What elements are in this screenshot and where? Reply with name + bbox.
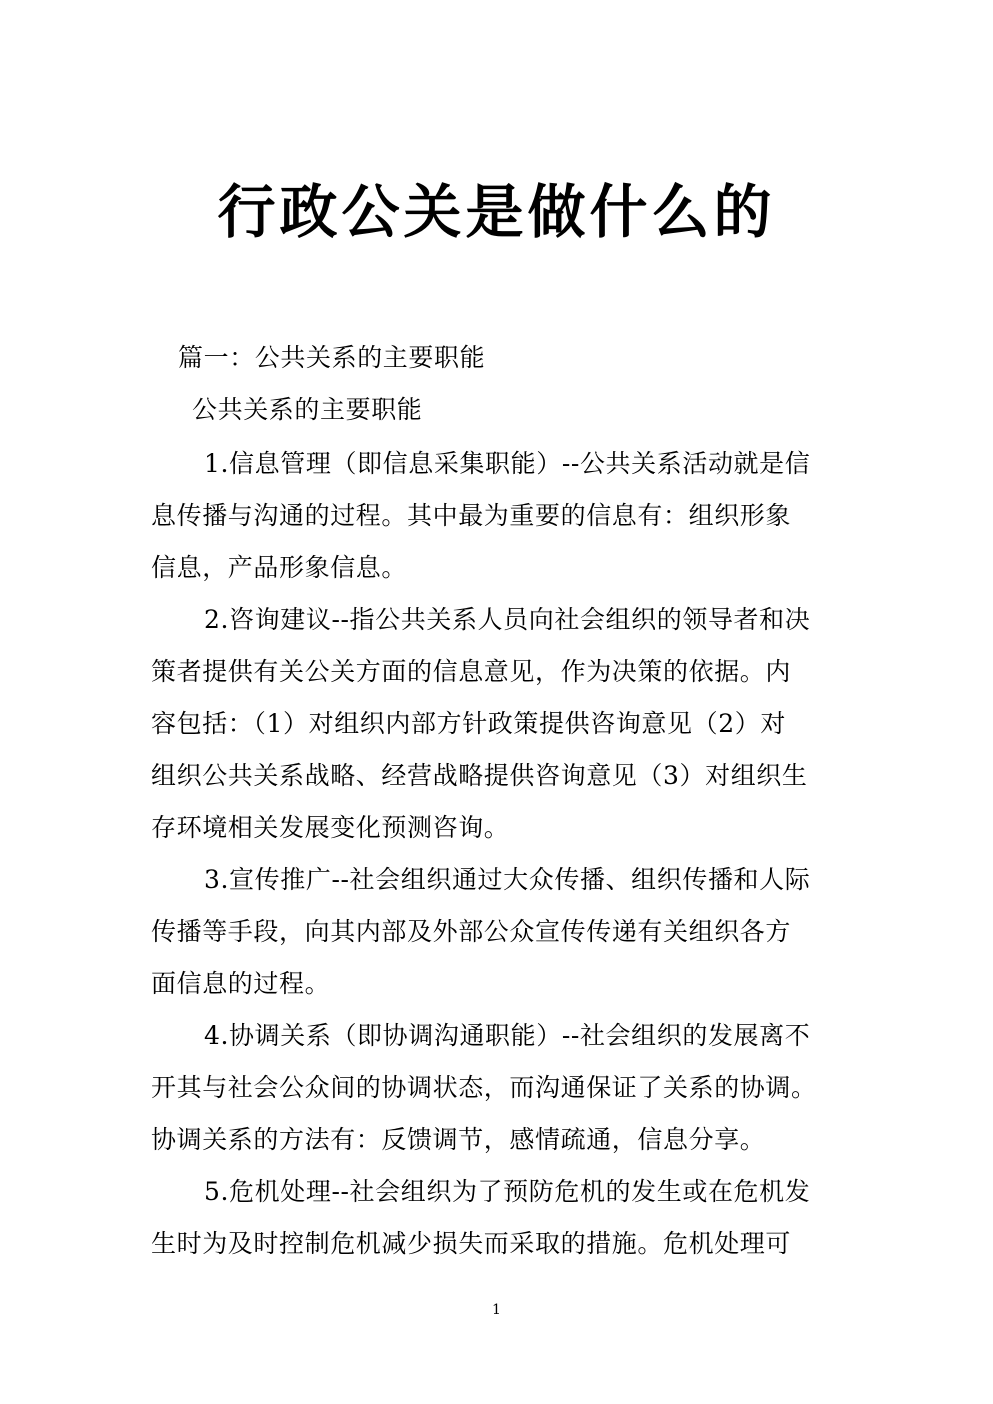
paragraph-2-line-4: 组织公共关系战略、经营战略提供咨询意见（3）对组织生 (151, 761, 808, 790)
paragraph-2-line-5: 存环境相关发展变化预测咨询。 (151, 813, 510, 842)
document-title: 行政公关是做什么的 (217, 178, 776, 246)
paragraph-5-line-2: 生时为及时控制危机减少损失而采取的措施。危机处理可 (151, 1229, 792, 1258)
paragraph-2-line-2: 策者提供有关公关方面的信息意见，作为决策的依据。内 (151, 657, 792, 686)
section-heading: 篇一：公共关系的主要职能 (178, 343, 486, 372)
paragraph-4-line-1: 4.协调关系（即协调沟通职能）--社会组织的发展离不 (204, 1021, 811, 1050)
paragraph-1-line-1: 1.信息管理（即信息采集职能）--公共关系活动就是信 (204, 449, 811, 478)
paragraph-4-line-2: 开其与社会公众间的协调状态，而沟通保证了关系的协调。 (151, 1073, 817, 1102)
paragraph-2-line-3: 容包括：（1）对组织内部方针政策提供咨询意见（2）对 (151, 709, 786, 738)
section-subheading: 公共关系的主要职能 (192, 395, 423, 424)
paragraph-1-line-3: 信息，产品形象信息。 (151, 553, 408, 582)
paragraph-4-line-3: 协调关系的方法有：反馈调节，感情疏通，信息分享。 (151, 1125, 766, 1154)
page-number: 1 (492, 1302, 501, 1318)
paragraph-3-line-3: 面信息的过程。 (151, 969, 331, 998)
paragraph-3-line-2: 传播等手段，向其内部及外部公众宣传传递有关组织各方 (151, 917, 792, 946)
paragraph-2-line-1: 2.咨询建议--指公共关系人员向社会组织的领导者和决 (204, 605, 811, 634)
paragraph-5-line-1: 5.危机处理--社会组织为了预防危机的发生或在危机发 (204, 1177, 811, 1206)
paragraph-1-line-2: 息传播与沟通的过程。其中最为重要的信息有：组织形象 (151, 501, 792, 530)
paragraph-3-line-1: 3.宣传推广--社会组织通过大众传播、组织传播和人际 (204, 865, 811, 894)
